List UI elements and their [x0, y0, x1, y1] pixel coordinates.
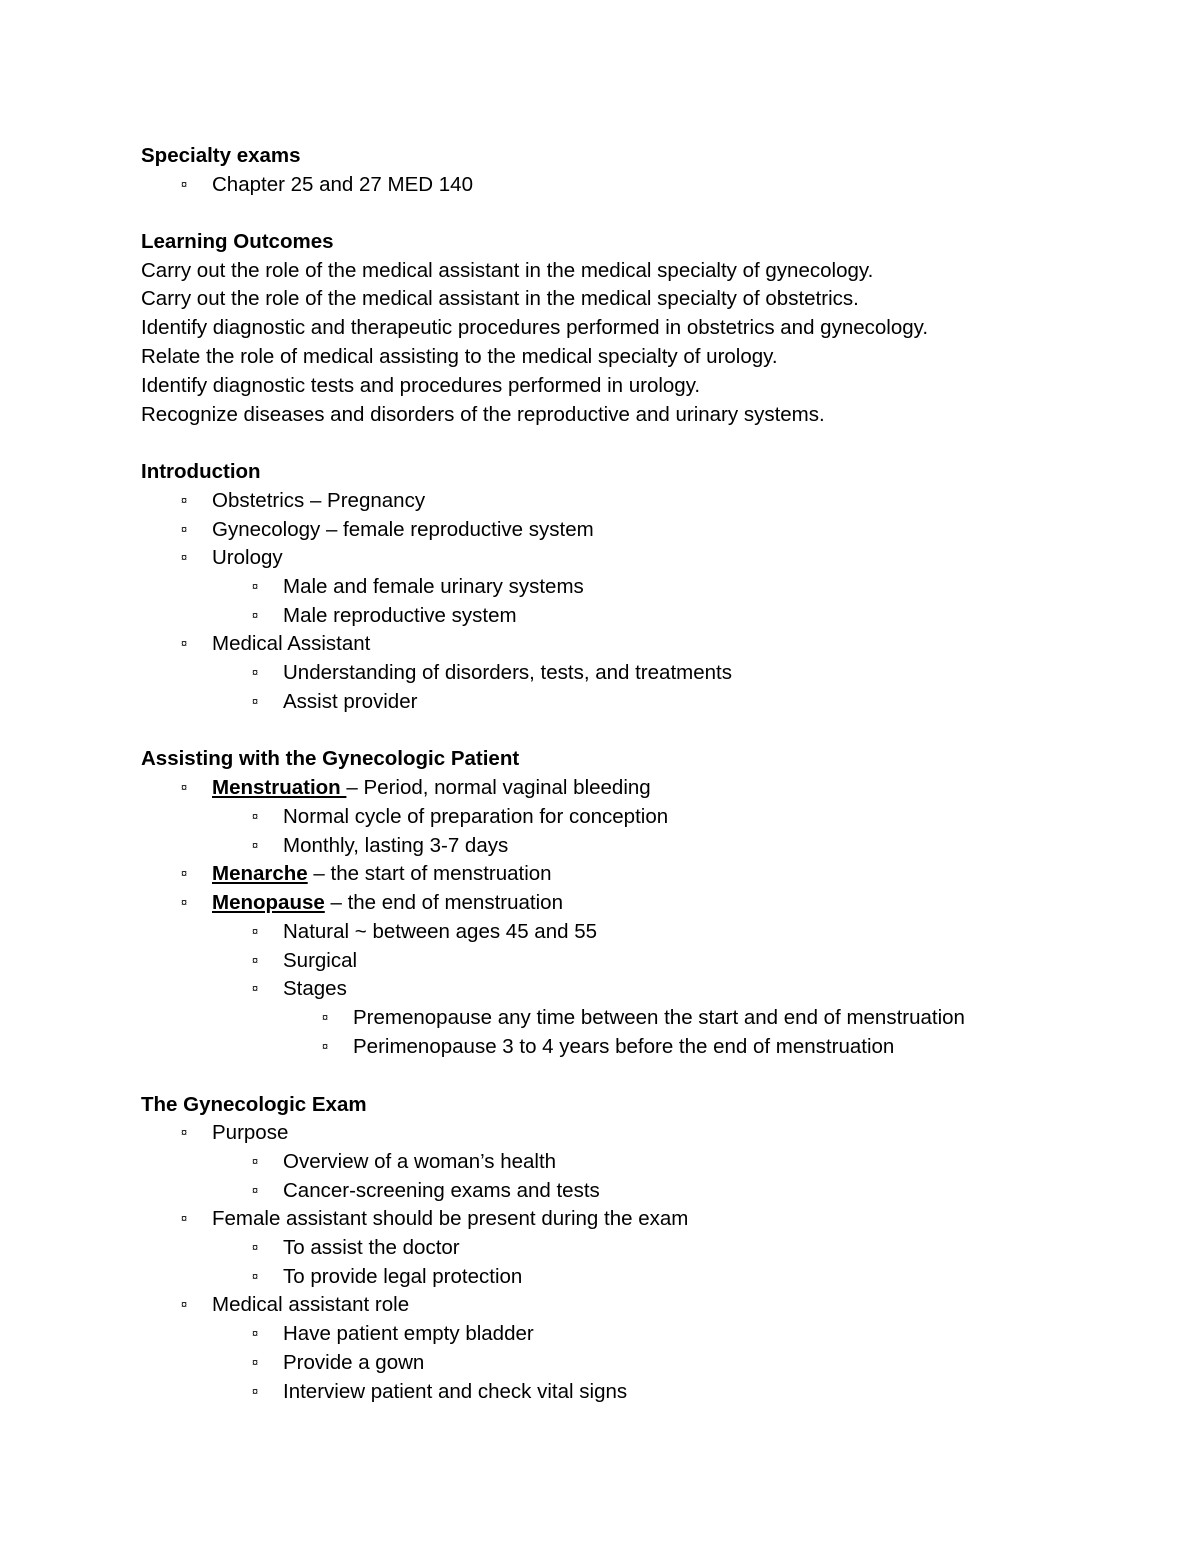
bullet-icon: ¤ [252, 1185, 259, 1197]
intro-urology-sub: Male and female urinary systems [283, 575, 584, 598]
bullet-icon: ¤ [181, 868, 188, 880]
bullet-icon: ¤ [252, 610, 259, 622]
heading-gynecologic-exam: The Gynecologic Exam [141, 1093, 367, 1116]
exam-purpose-sub: Cancer-screening exams and tests [283, 1179, 600, 1202]
intro-urology-sub: Male reproductive system [283, 604, 517, 627]
menstruation-definition: – Period, normal vaginal bleeding [346, 776, 651, 799]
exam-ma-role-sub: Have patient empty bladder [283, 1322, 534, 1345]
bullet-icon: ¤ [322, 1012, 329, 1024]
bullet-icon: ¤ [181, 1299, 188, 1311]
bullet-icon: ¤ [252, 983, 259, 995]
stages-sub: Premenopause any time between the start and end of menstruation [353, 1006, 965, 1029]
bullet-icon: ¤ [252, 840, 259, 852]
bullet-icon: ¤ [322, 1041, 329, 1053]
menarche-item [212, 860, 552, 888]
bullet-icon: ¤ [252, 955, 259, 967]
menopause-sub: Stages [283, 977, 347, 1000]
bullet-icon: ¤ [252, 696, 259, 708]
specialty-chapter: Chapter 25 and 27 MED 140 [212, 173, 473, 196]
bullet-icon: ¤ [252, 926, 259, 938]
intro-urology: Urology [212, 546, 283, 569]
bullet-icon: ¤ [181, 782, 188, 794]
bullet-icon: ¤ [252, 811, 259, 823]
menarche-definition: – the start of menstruation [307, 862, 552, 885]
exam-ma-role-sub: Interview patient and check vital signs [283, 1380, 628, 1403]
heading-learning-outcomes: Learning Outcomes [141, 230, 334, 253]
menstruation-sub: Monthly, lasting 3-7 days [283, 834, 509, 857]
stages-sub: Perimenopause 3 to 4 years before the end of menstruation [353, 1035, 895, 1058]
exam-purpose: Purpose [212, 1121, 289, 1144]
menopause-term: Menopause [212, 891, 325, 914]
intro-medical-assistant: Medical Assistant [212, 632, 371, 655]
outcome-item: Identify diagnostic tests and procedures performed in urology. [141, 374, 701, 397]
outcome-item: Carry out the role of the medical assistant in the medical specialty of gynecology. [141, 259, 874, 282]
menstruation-item [212, 774, 651, 802]
menopause-sub: Natural ~ between ages 45 and 55 [283, 920, 597, 943]
menarche-term: Menarche [212, 862, 308, 885]
exam-female-assistant-sub: To provide legal protection [283, 1265, 523, 1288]
heading-introduction: Introduction [141, 460, 261, 483]
heading-assisting-gynecologic: Assisting with the Gynecologic Patient [141, 747, 520, 770]
bullet-icon: ¤ [181, 495, 188, 507]
bullet-icon: ¤ [181, 638, 188, 650]
heading-specialty-exams: Specialty exams [141, 144, 301, 167]
bullet-icon: ¤ [252, 1357, 259, 1369]
outcome-item: Identify diagnostic and therapeutic procedures performed in obstetrics and gynecology. [141, 316, 929, 339]
menstruation-sub: Normal cycle of preparation for conception [283, 805, 669, 828]
bullet-icon: ¤ [252, 1271, 259, 1283]
menopause-sub: Surgical [283, 949, 358, 972]
exam-female-assistant: Female assistant should be present during the exam [212, 1207, 689, 1230]
outcome-item: Relate the role of medical assisting to the medical specialty of urology. [141, 345, 778, 368]
bullet-icon: ¤ [252, 1328, 259, 1340]
bullet-icon: ¤ [252, 1386, 259, 1398]
bullet-icon: ¤ [252, 1242, 259, 1254]
menopause-item [212, 889, 563, 917]
outcome-item: Carry out the role of the medical assistant in the medical specialty of obstetrics. [141, 287, 859, 310]
exam-ma-role: Medical assistant role [212, 1293, 410, 1316]
bullet-icon: ¤ [181, 1213, 188, 1225]
bullet-icon: ¤ [181, 179, 188, 191]
bullet-icon: ¤ [181, 552, 188, 564]
bullet-icon: ¤ [252, 581, 259, 593]
bullet-icon: ¤ [181, 897, 188, 909]
intro-obstetrics: Obstetrics – Pregnancy [212, 489, 426, 512]
bullet-icon: ¤ [252, 667, 259, 679]
intro-ma-sub: Assist provider [283, 690, 418, 713]
bullet-icon: ¤ [252, 1156, 259, 1168]
exam-ma-role-sub: Provide a gown [283, 1351, 425, 1374]
menopause-definition: – the end of menstruation [324, 891, 563, 914]
intro-ma-sub: Understanding of disorders, tests, and treatments [283, 661, 732, 684]
outcome-item: Recognize diseases and disorders of the reproductive and urinary systems. [141, 403, 825, 426]
intro-gynecology: Gynecology – female reproductive system [212, 518, 594, 541]
bullet-icon: ¤ [181, 1127, 188, 1139]
bullet-icon: ¤ [181, 524, 188, 536]
exam-purpose-sub: Overview of a woman’s health [283, 1150, 557, 1173]
menstruation-term: Menstruation [212, 776, 347, 799]
exam-female-assistant-sub: To assist the doctor [283, 1236, 460, 1259]
